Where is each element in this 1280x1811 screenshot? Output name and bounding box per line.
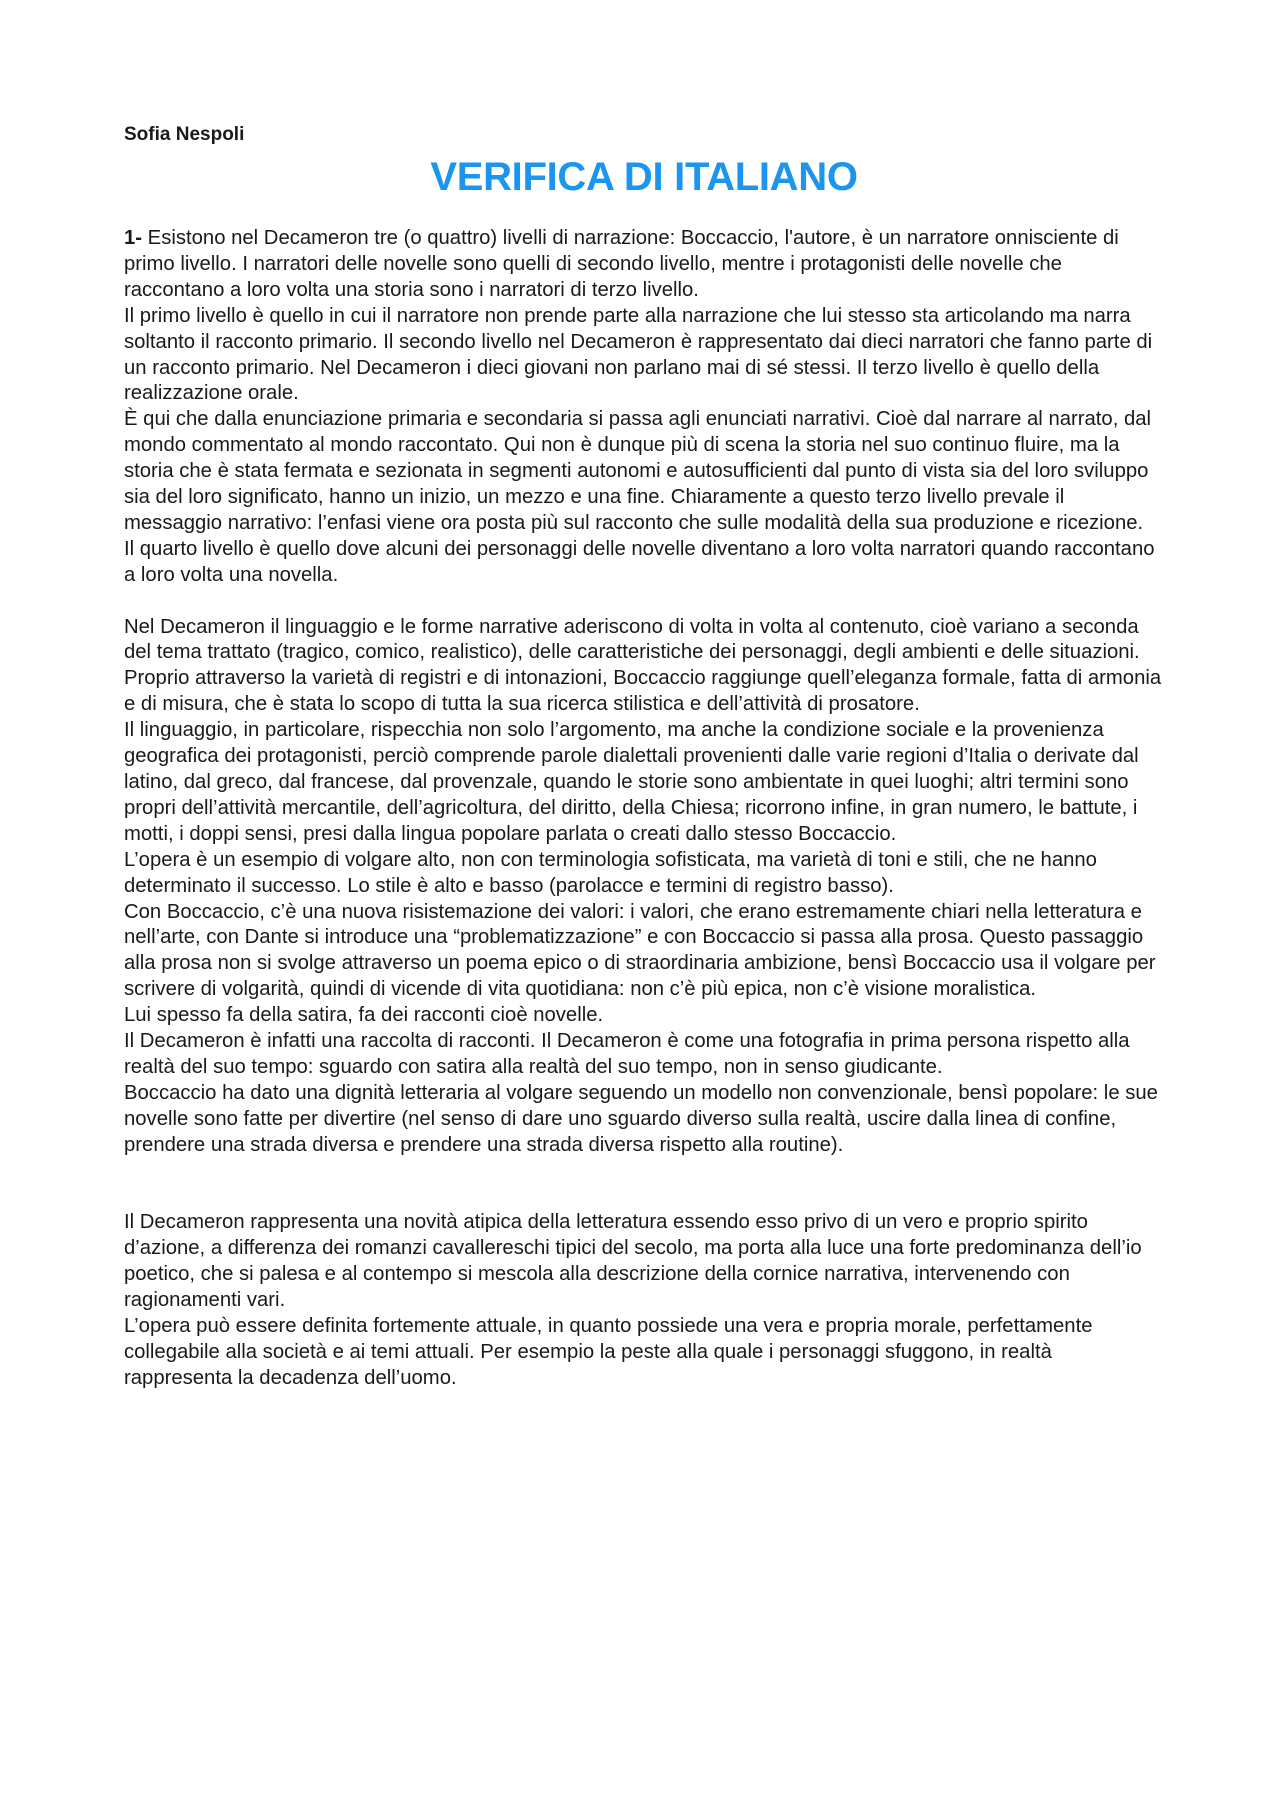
paragraph: L’opera è un esempio di volgare alto, non con terminologia sofisticata, ma varietà di toni e stili, che ne hanno determinato il successo. Lo stile è alto e basso (parolacce e termini di registro basso). (124, 848, 1097, 897)
paragraph-spacer (124, 589, 1164, 615)
document-body (124, 226, 1164, 1392)
document-page (124, 124, 1164, 1392)
paragraph: Boccaccio ha dato una dignità letteraria al volgare seguendo un modello non convenzionale, bensì popolare: le sue novelle sono fatte per divertire (nel senso di dare uno sguardo diverso sulla realtà, uscire dalla linea di confine, prendere una strada diversa e prendere una strada diversa rispetto alla routine). (124, 1081, 1158, 1156)
author-name: Sofia Nespoli (124, 124, 245, 145)
paragraph: Il quarto livello è quello dove alcuni dei personaggi delle novelle diventano a loro volta narratori quando raccontano a loro volta una novella. (124, 537, 1155, 586)
paragraph-spacer (124, 1159, 1164, 1211)
paragraph-text: Esistono nel Decameron tre (o quattro) livelli di narrazione: Boccaccio, l'autore, è un narratore onnisciente di primo livello. I narratori delle novelle sono quelli di secondo livello, mentre i protagonisti delle novelle che raccontano a loro volta una storia sono i narratori di terzo livello. (124, 227, 1119, 301)
paragraph: Nel Decameron il linguaggio e le forme narrative aderiscono di volta in volta al contenuto, cioè variano a seconda del tema trattato (tragico, comico, realistico), delle caratteristiche dei personaggi, degli ambienti e delle situazioni. Proprio attraverso la varietà di registri e di intonazioni, Boccaccio raggiunge quell’eleganza formale, fatta di armonia e di misura, che è stata lo scopo di tutta la sua ricerca stilistica e dell’attività di prosatore. (124, 615, 1162, 716)
paragraph: Il primo livello è quello in cui il narratore non prende parte alla narrazione che lui stesso sta articolando ma narra soltanto il racconto primario. Il secondo livello nel Decameron è rappresentato dai dieci narratori che fanno parte di un racconto primario. Nel Decameron i dieci giovani non parlano mai di sé stessi. Il terzo livello è quello della realizzazione orale. (124, 304, 1153, 405)
page-title: VERIFICA DI ITALIANO (430, 155, 858, 199)
paragraph: Il linguaggio, in particolare, rispecchia non solo l’argomento, ma anche la condizione sociale e la provenienza geografica dei protagonisti, perciò comprende parole dialettali provenienti dalle varie regioni d’Italia o derivate dal latino, dal greco, dal francese, dal provenzale, quando le storie sono ambientate in quei luoghi; altri termini sono propri dell’attività mercantile, dell’agricoltura, del diritto, della Chiesa; ricorrono infine, in gran numero, le battute, i motti, i doppi sensi, presi dalla lingua popolare parlata o creati dallo stesso Boccaccio. (124, 719, 1139, 845)
paragraph: L’opera può essere definita fortemente attuale, in quanto possiede una vera e propria morale, perfettamente collegabile alla società e ai temi attuali. Per esempio la peste alla quale i personaggi sfuggono, in realtà rappresenta la decadenza dell’uomo. (124, 1315, 1093, 1389)
paragraph: Il Decameron è infatti una raccolta di racconti. Il Decameron è come una fotografia in prima persona rispetto alla realtà del suo tempo: sguardo con satira alla realtà del suo tempo, non in senso giudicante. (124, 1030, 1130, 1078)
question-number: 1- (124, 227, 143, 249)
paragraph: Con Boccaccio, c’è una nuova risistemazione dei valori: i valori, che erano estremamente chiari nella letteratura e nell’arte, con Dante si introduce una “problematizzazione” e con Boccaccio si passa alla prosa. Questo passaggio alla prosa non si svolge attraverso un poema epico o di straordinaria ambizione, bensì Boccaccio usa il volgare per scrivere di volgarità, quindi di vicende di vita quotidiana: non c’è più epica, non c’è visione moralistica. (124, 900, 1156, 1001)
paragraph (124, 226, 1164, 304)
paragraph: Lui spesso fa della satira, fa dei racconti cioè novelle. (124, 1004, 604, 1027)
paragraph: È qui che dalla enunciazione primaria e secondaria si passa agli enunciati narrativi. Cioè dal narrare al narrato, dal mondo commentato al mondo raccontato. Qui non è dunque più di scena la storia nel suo continuo fluire, ma la storia che è stata fermata e sezionata in segmenti autonomi e autosufficienti dal punto di vista sia del loro sviluppo sia del loro significato, hanno un inizio, un mezzo e una fine. Chiaramente a questo terzo livello prevale il messaggio narrativo: l’enfasi viene ora posta più sul racconto che sulle modalità della sua produzione e ricezione. (124, 408, 1152, 534)
paragraph: Il Decameron rappresenta una novità atipica della letteratura essendo esso privo di un vero e proprio spirito d’azione, a differenza dei romanzi cavallereschi tipici del secolo, ma porta alla luce una forte predominanza dell’io poetico, che si palesa e al contempo si mescola alla descrizione della cornice narrativa, intervenendo con ragionamenti vari. (124, 1211, 1142, 1312)
